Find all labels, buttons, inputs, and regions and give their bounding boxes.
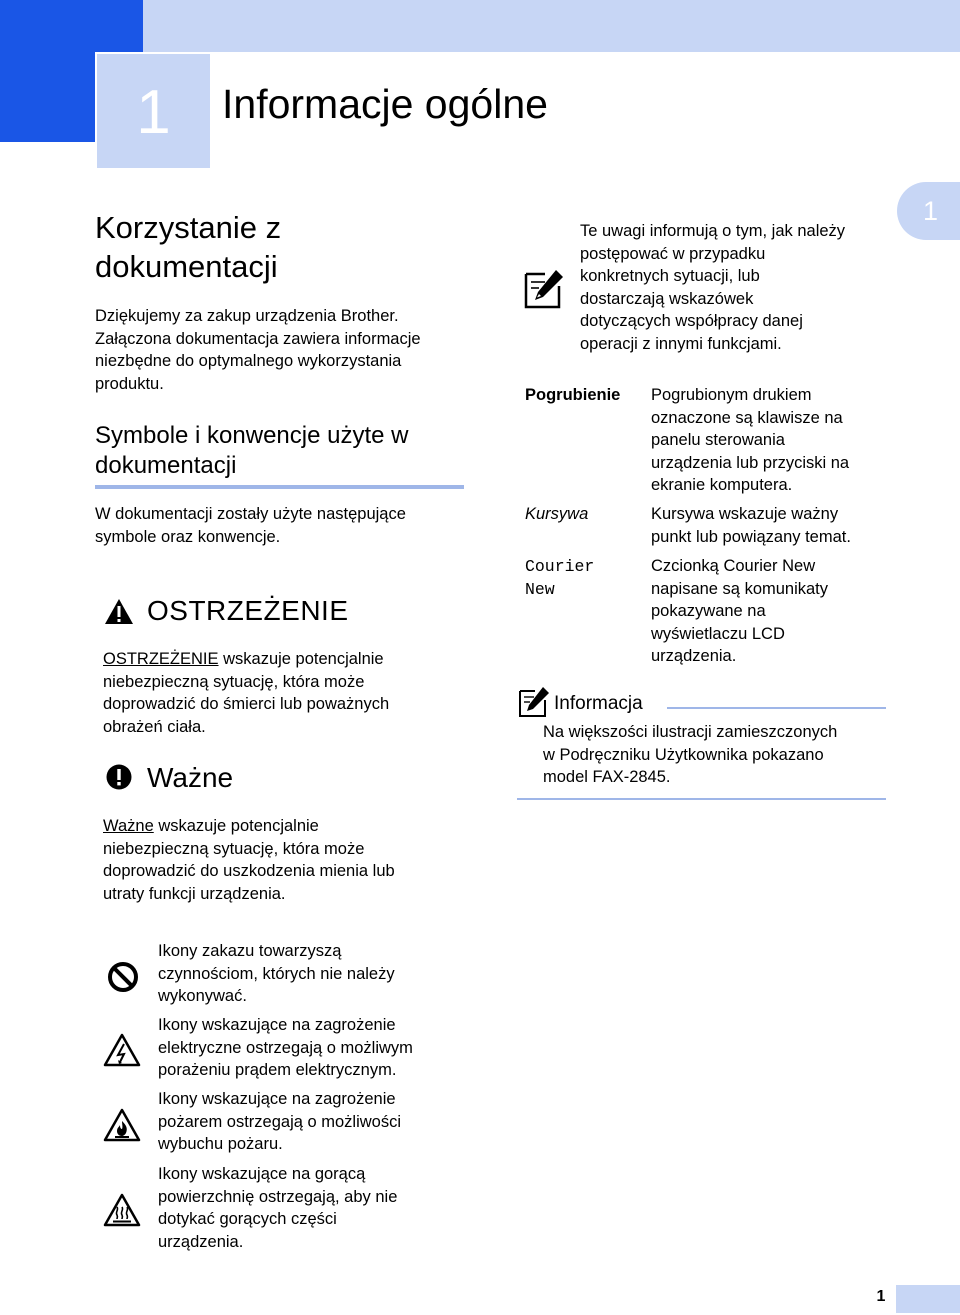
- icon-desc-line: wykonywać.: [158, 987, 247, 1005]
- icon-desc-line: Ikony wskazujące na zagrożenie: [158, 1090, 396, 1108]
- fire-hazard-icon: [103, 1108, 141, 1142]
- convention-desc-line: napisane są komunikaty: [651, 579, 829, 598]
- warning-term: OSTRZEŻENIE: [103, 650, 219, 668]
- footer-band: [896, 1285, 960, 1313]
- info-line: w Podręczniku Użytkownika pokazano: [543, 745, 824, 764]
- page-number: 1: [876, 1288, 886, 1305]
- info-line: Na większości ilustracji zamieszczonych: [543, 723, 838, 741]
- icon-desc-line: Ikony wskazujące na zagrożenie: [158, 1016, 396, 1034]
- info-bottom-rule: [517, 798, 886, 800]
- info-title: Informacja: [554, 693, 643, 714]
- chapter-number-box: 1: [95, 52, 212, 170]
- convention-desc-line: Kursywa wskazuje ważny: [651, 505, 839, 523]
- electrical-hazard-icon: [103, 1033, 141, 1067]
- info-pencil-icon: [518, 686, 550, 718]
- warning-first-line-rest: wskazuje potencjalnie: [218, 650, 384, 668]
- icon-desc-line: powierzchnię ostrzegają, aby nie: [158, 1187, 398, 1206]
- header-band-light: [143, 0, 960, 52]
- note-line: dostarczają wskazówek: [580, 289, 754, 308]
- note-line: postępować w przypadku: [580, 244, 766, 263]
- prohibition-description: [158, 940, 395, 1008]
- important-term: Ważne: [103, 817, 154, 835]
- convention-desc-line: urządzenia.: [651, 647, 737, 665]
- intro-line: Załączona dokumentacja zawiera informacje: [95, 329, 421, 348]
- note-line: operacji z innymi funkcjami.: [580, 334, 782, 353]
- important-text: [103, 815, 395, 905]
- important-title: Ważne: [147, 762, 234, 793]
- warning-line: obrażeń ciała.: [103, 717, 206, 736]
- note-text: [580, 220, 845, 355]
- fire-description: [158, 1088, 401, 1156]
- subsection-rule: [95, 485, 464, 489]
- info-top-rule: [667, 707, 886, 709]
- hot-surface-description: [158, 1163, 397, 1253]
- convention-desc-line: panelu sterowania: [651, 431, 785, 449]
- convention-desc-mono: [651, 555, 828, 668]
- info-text: [543, 721, 837, 789]
- note-line: Te uwagi informują o tym, jak należy: [580, 222, 846, 240]
- icon-desc-line: Ikony wskazujące na gorącą: [158, 1165, 366, 1183]
- icon-desc-line: czynnościom, których nie należy: [158, 964, 395, 983]
- icon-desc-line: Ikony zakazu towarzyszą: [158, 942, 342, 960]
- symbols-intro: [95, 503, 406, 548]
- convention-desc-line: Czcionką Courier New: [651, 557, 816, 575]
- icon-desc-line: elektryczne ostrzegają o możliwym: [158, 1038, 413, 1057]
- important-first-line: [103, 815, 395, 838]
- icon-desc-line: porażeniu prądem elektrycznym.: [158, 1061, 397, 1079]
- warning-text: [103, 648, 389, 738]
- convention-term-italic: Kursywa: [525, 505, 589, 523]
- icon-desc-line: wybuchu pożaru.: [158, 1135, 283, 1153]
- important-exclamation-icon: [106, 764, 132, 790]
- intro-line: Dziękujemy za zakup urządzenia Brother.: [95, 307, 399, 325]
- warning-line: doprowadzić do śmierci lub poważnych: [103, 695, 390, 713]
- convention-desc-line: pokazywane na: [651, 602, 766, 620]
- warning-first-line: [103, 648, 389, 671]
- convention-desc-italic: [651, 503, 851, 548]
- important-line: utraty funkcji urządzenia.: [103, 884, 286, 903]
- chapter-title: Informacje ogólne: [222, 81, 548, 127]
- warning-title: OSTRZEŻENIE: [147, 595, 349, 626]
- convention-desc-line: oznaczone są klawisze na: [651, 408, 843, 427]
- electrical-description: [158, 1014, 413, 1082]
- hot-surface-icon: [103, 1193, 141, 1227]
- convention-desc-line: ekranie komputera.: [651, 476, 793, 494]
- convention-desc-line: urządzenia lub przyciski na: [651, 453, 850, 472]
- section-heading: Korzystanie z dokumentacji: [95, 210, 282, 284]
- warning-line: niebezpieczną sytuację, która może: [103, 672, 365, 691]
- convention-term-line: New: [525, 579, 555, 599]
- note-line: dotyczących współpracy danej: [580, 312, 803, 330]
- warning-triangle-icon: [104, 598, 134, 625]
- important-line: niebezpieczną sytuację, która może: [103, 839, 365, 858]
- subsection-heading: Symbole i konwencje użyte w dokumentacji: [95, 422, 409, 479]
- info-line: model FAX-2845.: [543, 768, 671, 786]
- convention-desc-line: punkt lub powiązany temat.: [651, 527, 851, 546]
- intro-paragraph: [95, 305, 421, 395]
- convention-desc-line: wyświetlaczu LCD: [651, 624, 785, 643]
- convention-term-line: Courier: [525, 557, 595, 576]
- symbols-intro-line: symbole oraz konwencje.: [95, 527, 281, 546]
- prohibition-icon: [107, 961, 139, 993]
- convention-term-bold: Pogrubienie: [525, 386, 621, 404]
- convention-term-mono: [525, 556, 594, 601]
- intro-line: produktu.: [95, 374, 164, 393]
- icon-desc-line: pożarem ostrzegają o możliwości: [158, 1112, 402, 1131]
- note-line: konkretnych sytuacji, lub: [580, 267, 760, 285]
- convention-desc-line: Pogrubionym drukiem: [651, 386, 812, 404]
- chapter-side-tab: 1: [897, 182, 960, 240]
- symbols-intro-line: W dokumentacji zostały użyte następujące: [95, 505, 406, 523]
- convention-desc-bold: [651, 384, 849, 497]
- icon-desc-line: urządzenia.: [158, 1232, 244, 1251]
- important-line: doprowadzić do uszkodzenia mienia lub: [103, 862, 395, 880]
- intro-line: niezbędne do optymalnego wykorzystania: [95, 352, 402, 370]
- important-first-line-rest: wskazuje potencjalnie: [153, 817, 319, 835]
- icon-desc-line: dotykać gorących części: [158, 1210, 337, 1228]
- note-pencil-icon: [523, 268, 565, 310]
